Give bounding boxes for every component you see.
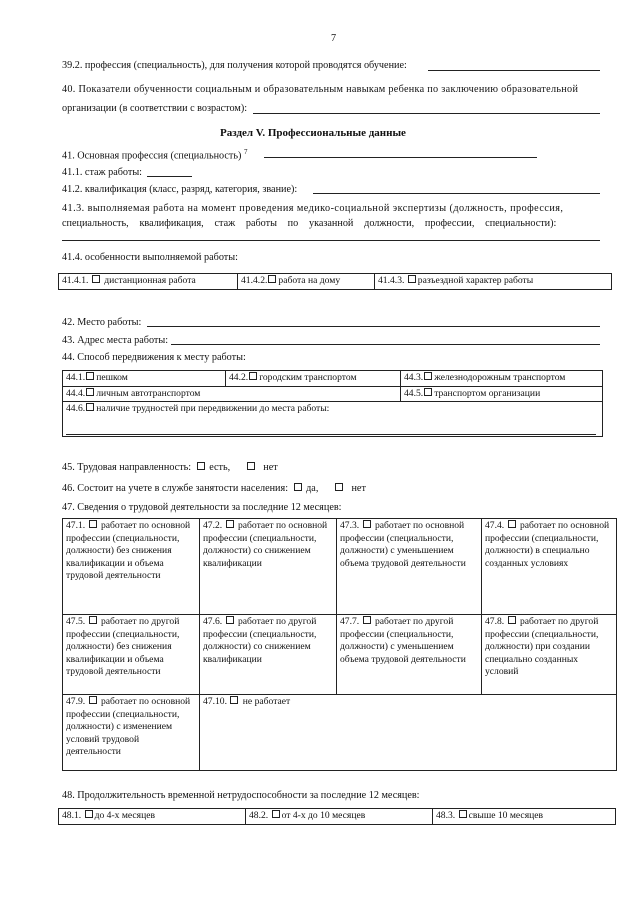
q47-7-option[interactable] [337, 615, 482, 695]
checkbox[interactable] [86, 388, 94, 396]
q46-row [62, 483, 366, 494]
checkbox[interactable] [85, 810, 93, 818]
option-number: 48.2. [249, 810, 269, 821]
section-title: Раздел V. Профессиональные данные [220, 127, 406, 139]
q47-label: 47. Сведения о трудовой деятельности за последние 12 месяцев: [62, 502, 342, 513]
option-number: 44.3. [404, 372, 424, 383]
q48-label: 48. Продолжительность временной нетрудоспособности за последние 12 месяцев: [62, 790, 420, 801]
page-number: 7 [331, 33, 337, 44]
q40-label-line2: организации (в соответствии с возрастом): [62, 103, 248, 114]
q41-3-label-line2: специальность, квалификация, стаж работы по указанной должности, профессии, специальности): [62, 218, 557, 229]
q46-no-checkbox[interactable] [335, 483, 343, 491]
option-text: работает по другой профессии (специальности, должности) при создании специально созданных условий [485, 616, 599, 678]
q48-options-table [58, 808, 616, 825]
option-number: 44.4. [66, 387, 86, 399]
option-number: 47.7. [340, 616, 360, 627]
q41-1-field[interactable] [147, 176, 192, 177]
option-number: 47.1. [66, 520, 86, 531]
q46-no-label: нет [351, 483, 366, 494]
q43-field[interactable] [171, 344, 600, 345]
q46-yes-label: да, [306, 483, 319, 494]
q46-yes-checkbox[interactable] [294, 483, 302, 491]
option-number: 47.8. [485, 616, 505, 627]
option-number: 47.3. [340, 520, 360, 531]
q47-1-option[interactable] [63, 519, 200, 615]
option-number: 41.4.2. [241, 275, 268, 286]
q43-label: 43. Адрес места работы: [62, 335, 169, 346]
checkbox[interactable] [363, 520, 371, 528]
q44-label: 44. Способ передвижения к месту работы: [62, 352, 246, 363]
q47-2-option[interactable] [200, 519, 337, 615]
q47-3-option[interactable] [337, 519, 482, 615]
q47-6-option[interactable] [200, 615, 337, 695]
option-number: 47.5. [66, 616, 86, 627]
checkbox[interactable] [508, 520, 516, 528]
option-text: железнодорожным транспортом [434, 372, 566, 383]
option-text: дистанционная работа [104, 275, 196, 286]
q45-yes-label: есть, [209, 462, 231, 473]
option-text: пешком [96, 372, 128, 383]
option-text: работает по основной профессии (специальности, должности) без снижения квалификации и объема трудовой деятельности [66, 520, 191, 582]
option-text: от 4-х до 10 месяцев [281, 810, 366, 821]
q44-6-field[interactable] [66, 434, 596, 435]
option-text: работает по основной профессии (специальности, должности) в специально созданных условиях [485, 520, 610, 569]
q44-4-option[interactable] [63, 386, 401, 402]
q44-3-option[interactable] [401, 371, 603, 387]
option-number: 44.5. [404, 387, 424, 399]
option-number: 47.6. [203, 616, 223, 627]
q41-4-label: 41.4. особенности выполняемой работы: [62, 252, 238, 263]
q42-label: 42. Место работы: [62, 317, 142, 328]
q39-2-label: 39.2. профессия (специальность), для получения которой проводятся обучение: [62, 60, 407, 71]
q45-yes-checkbox[interactable] [197, 462, 205, 470]
checkbox[interactable] [363, 616, 371, 624]
q41-2-label: 41.2. квалификация (класс, разряд, категория, звание): [62, 184, 298, 195]
option-text: работает по другой профессии (специальности, должности) с уменьшением объема трудовой деятельности [340, 616, 466, 665]
option-text: работает по основной профессии (специальности, должности) со снижением квалификации [203, 520, 328, 569]
option-number: 47.2. [203, 520, 223, 531]
q47-5-option[interactable] [63, 615, 200, 695]
option-number: 44.6. [66, 403, 86, 415]
option-text: работает по другой профессии (специальности, должности) без снижения квалификации и объема трудовой деятельности [66, 616, 180, 678]
q45-no-label: нет [263, 462, 278, 473]
option-text: работает по основной профессии (специальности, должности) с уменьшением объема трудовой деятельности [340, 520, 466, 569]
q42-field[interactable] [147, 326, 600, 327]
option-text: транспортом организации [434, 387, 541, 399]
q44-6-option[interactable] [63, 402, 603, 437]
q47-10-option[interactable] [200, 695, 617, 771]
option-number: 44.2. [229, 372, 249, 383]
option-number: 41.4.3. [378, 275, 405, 286]
q47-8-option[interactable] [482, 615, 617, 695]
q39-2-field[interactable] [428, 70, 600, 71]
q41-footnote-mark: 7 [243, 148, 248, 156]
checkbox[interactable] [424, 388, 432, 396]
option-number: 47.10. [203, 696, 227, 707]
q41-4-2-option[interactable] [238, 274, 375, 290]
option-text: разъездной характер работы [417, 275, 534, 286]
q47-options-table [62, 518, 617, 771]
q40-field[interactable] [253, 113, 600, 114]
q44-5-option[interactable] [401, 386, 603, 402]
checkbox[interactable] [89, 520, 97, 528]
q48-3-option[interactable] [433, 809, 616, 825]
q41-text: 41. Основная профессия (специальность) [62, 150, 242, 162]
option-number: 48.3. [436, 810, 456, 821]
q48-1-option[interactable] [59, 809, 246, 825]
q41-3-label-line1: 41.3. выполняемая работа на момент проведения медико-социальной экспертизы (должность, профессия, [62, 203, 564, 214]
checkbox[interactable] [86, 372, 94, 380]
checkbox[interactable] [226, 520, 234, 528]
checkbox[interactable] [226, 616, 234, 624]
q45-no-checkbox[interactable] [247, 462, 255, 470]
checkbox[interactable] [459, 810, 467, 818]
option-text: не работает [242, 696, 291, 707]
q48-2-option[interactable] [246, 809, 433, 825]
option-text: работает по другой профессии (специальности, должности) со снижением квалификации [203, 616, 317, 665]
q46-label: 46. Состоит на учете в службе занятости населения: [62, 483, 289, 494]
q41-2-field[interactable] [313, 193, 600, 194]
q41-4-3-option[interactable] [375, 274, 612, 290]
q41-3-field[interactable] [62, 240, 600, 241]
option-text: свыше 10 месяцев [468, 810, 544, 821]
q44-2-option[interactable] [226, 371, 401, 387]
checkbox[interactable] [92, 275, 100, 283]
checkbox[interactable] [408, 275, 416, 283]
option-text: работает по основной профессии (специальности, должности) с изменением условий трудовой деятельности [66, 696, 191, 758]
q40-label-line1: 40. Показатели обученности социальным и образовательным навыкам ребенка по заключению образовательной [62, 84, 579, 95]
checkbox[interactable] [249, 372, 257, 380]
checkbox[interactable] [89, 696, 97, 704]
q41-4-1-option[interactable] [59, 274, 238, 290]
option-text: городским транспортом [259, 372, 357, 383]
q41-1-label: 41.1. стаж работы: [62, 167, 143, 178]
q47-4-option[interactable] [482, 519, 617, 615]
option-text: до 4-х месяцев [94, 810, 156, 821]
q41-label [62, 148, 247, 161]
q44-options-table [62, 370, 603, 437]
option-number: 44.1. [66, 372, 86, 383]
checkbox[interactable] [89, 616, 97, 624]
option-text: работа на дому [278, 275, 341, 286]
checkbox[interactable] [268, 275, 276, 283]
q41-field[interactable] [264, 157, 537, 158]
option-number: 41.4.1. [62, 275, 89, 286]
checkbox[interactable] [230, 696, 238, 704]
option-text: наличие трудностей при передвижении до места работы: [96, 403, 330, 415]
option-text: личным автотранспортом [96, 387, 201, 399]
q45-label: 45. Трудовая направленность: [62, 462, 192, 473]
checkbox[interactable] [424, 372, 432, 380]
checkbox[interactable] [86, 403, 94, 411]
checkbox[interactable] [508, 616, 516, 624]
option-number: 47.4. [485, 520, 505, 531]
option-number: 48.1. [62, 810, 82, 821]
q47-9-option[interactable] [63, 695, 200, 771]
q45-row [62, 462, 278, 473]
checkbox[interactable] [272, 810, 280, 818]
q41-4-options-table [58, 273, 612, 290]
q44-1-option[interactable] [63, 371, 226, 387]
option-number: 47.9. [66, 696, 86, 707]
